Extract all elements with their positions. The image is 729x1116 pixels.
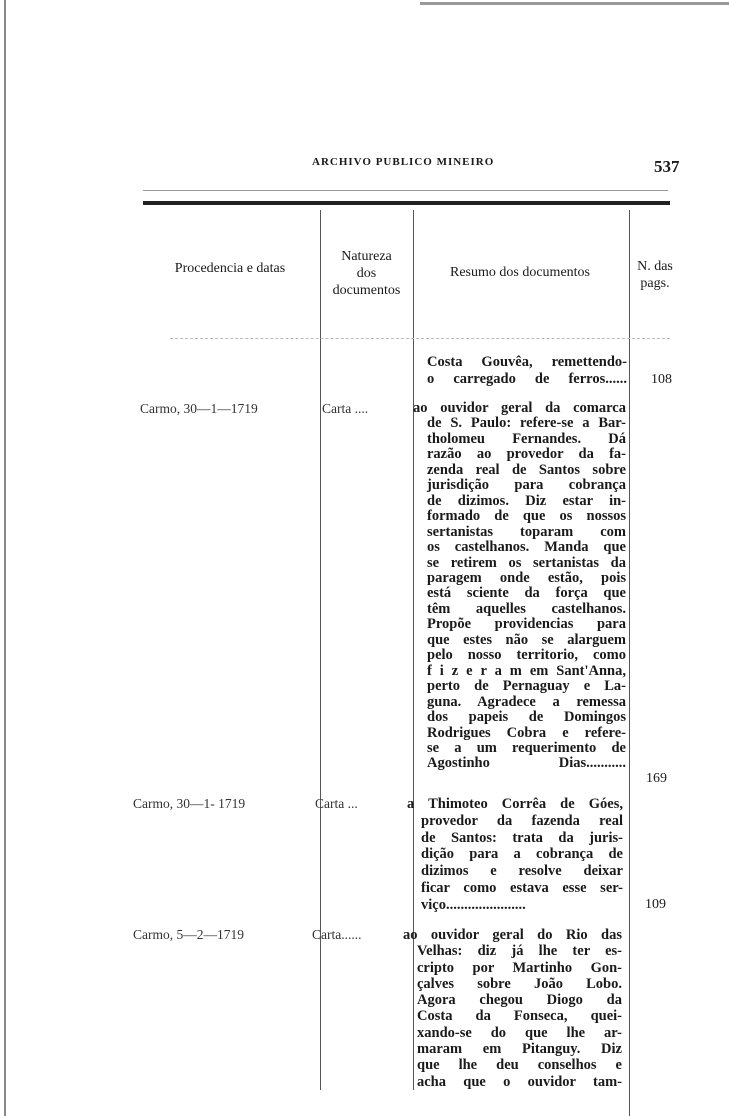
summary-line: tholomeu Fernandes. Dá (427, 430, 626, 447)
entry-summary (427, 354, 627, 388)
summary-line: Agostinho Dias........... (427, 755, 626, 772)
summary-line: f i z e r a m em Sant'Anna, (427, 662, 626, 679)
summary-line: zenda real de Santos sobre (427, 461, 626, 478)
summary-line: dizimos e resolve deixar (421, 863, 623, 880)
summary-line: ao ouvidor geral do Rio das (403, 927, 622, 943)
summary-line: Costa da Fonseca, quei- (417, 1008, 622, 1025)
summary-line: dição para a cobrança de (421, 846, 623, 863)
entry-type: Carta .... (322, 401, 369, 416)
entry-summary (413, 400, 626, 772)
header-line: Natureza (341, 249, 392, 264)
summary-line: ao ouvidor geral da comarca (413, 400, 626, 416)
column-header-procedencia: Procedencia e datas (174, 261, 286, 276)
header-line: dos (356, 266, 377, 281)
summary-line: Agora chegou Diogo da (417, 992, 622, 1009)
summary-line: Rodrigues Cobra e refere- (427, 724, 626, 741)
summary-line: razão ao provedor da fa- (427, 446, 626, 463)
summary-line: ficar como estava esse ser- (421, 879, 623, 896)
column-header-resumo: Resumo dos documentos (450, 265, 590, 280)
summary-line: a Thimoteo Corrêa de Góes, (407, 796, 623, 812)
summary-line: maram em Pitanguy. Diz (417, 1041, 622, 1058)
scan-edge-top (420, 2, 729, 5)
entry-date: Carmo, 5—2—1719 (133, 927, 244, 942)
summary-line: dos papeis de Domingos (427, 709, 626, 726)
column-header-natureza (320, 248, 413, 299)
column-divider (320, 210, 321, 1090)
header-thick-rule (143, 201, 670, 205)
summary-line: que lhe deu conselhos e (417, 1057, 622, 1074)
summary-line: de Santos: trata da juris- (421, 829, 623, 846)
summary-line: os castelhanos. Manda que (427, 539, 626, 556)
page-count: 108 (651, 372, 672, 387)
summary-line: çalves sobre João Lobo. (417, 975, 622, 992)
column-header-pags (630, 258, 680, 292)
summary-line: está sciente da força que (427, 585, 626, 602)
entry-summary (403, 927, 622, 1090)
summary-line: perto de Pernaguay e La- (427, 678, 626, 695)
summary-line: têm aquelles castelhanos. (427, 600, 626, 617)
summary-line: guna. Agradece a remessa (427, 693, 626, 710)
summary-line: acha que o ouvidor tam- (417, 1073, 622, 1090)
entry-date: Carmo, 30—1—1719 (140, 401, 258, 416)
summary-line: paragem onde estão, pois (427, 569, 626, 586)
summary-line: jurisdição para cobrança (427, 477, 626, 494)
summary-line: o carregado de ferros...... (427, 371, 627, 387)
summary-line: pelo nosso territorio, como (427, 647, 626, 664)
header-line: pags. (640, 276, 670, 291)
summary-line: de dizimos. Diz estar in- (427, 492, 626, 509)
header-thin-rule (143, 190, 668, 191)
summary-line: cripto por Martinho Gon- (417, 959, 622, 976)
summary-line: de S. Paulo: refere-se a Bar- (427, 415, 626, 432)
summary-line: Propõe providencias para (427, 616, 626, 633)
summary-line: viço...................... (421, 896, 526, 913)
summary-line: xando-se do que lhe ar- (417, 1024, 622, 1041)
summary-line: se retirem os sertanistas da (427, 554, 626, 571)
column-divider (413, 210, 414, 1090)
running-title: ARCHIVO PUBLICO MINEIRO (312, 156, 495, 168)
column-divider (629, 210, 630, 1116)
summary-line: que estes não se alarguem (427, 631, 626, 648)
header-bottom-rule (170, 338, 670, 339)
summary-line: Velhas: diz já lhe ter es- (417, 943, 622, 960)
header-line: documentos (332, 283, 401, 298)
page-count: 109 (645, 897, 666, 912)
page-number: 537 (654, 157, 680, 176)
summary-line: formado de que os nossos (427, 508, 626, 525)
entry-type: Carta ... (315, 796, 358, 811)
page-count: 169 (646, 771, 667, 786)
header-line: N. das (637, 259, 673, 274)
entry-type: Carta...... (312, 927, 362, 942)
scan-edge-left (4, 0, 6, 1116)
summary-line: provedor da fazenda real (421, 812, 623, 829)
summary-line: Costa Gouvêa, remettendo- (427, 354, 627, 370)
entry-summary (407, 796, 623, 914)
summary-line: se a um requerimento de (427, 739, 626, 756)
entry-date: Carmo, 30—1- 1719 (133, 796, 246, 811)
summary-line: sertanistas toparam com (427, 523, 626, 540)
